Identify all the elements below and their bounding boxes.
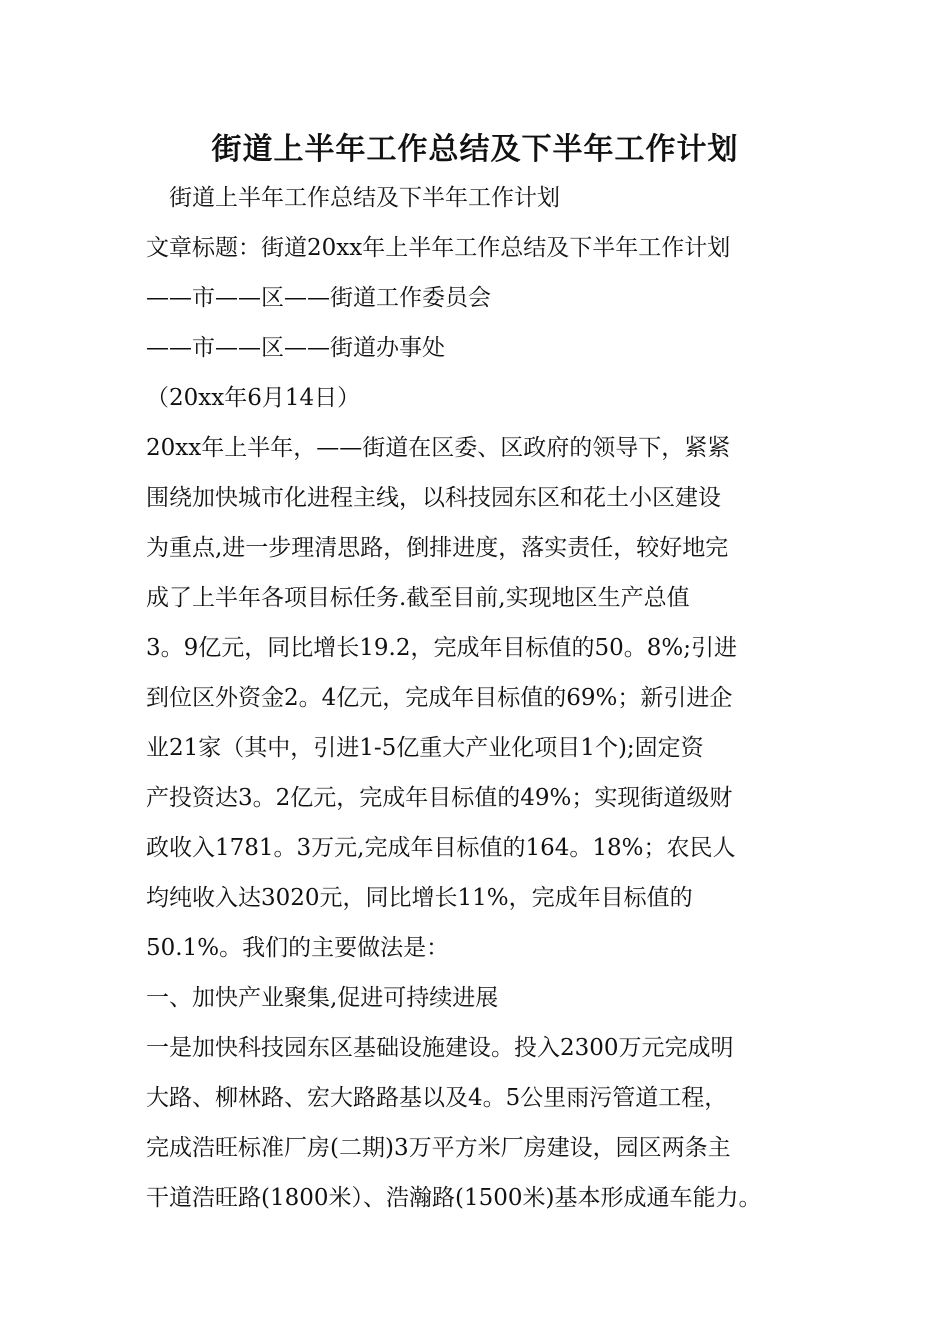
body-line: 到位区外资金2。4亿元，完成年目标值的69%；新引进企	[146, 685, 733, 711]
subtitle-line: 街道上半年工作总结及下半年工作计划	[146, 185, 560, 211]
body-line: 为重点,进一步理清思路，倒排进度，落实责任，较好地完	[146, 535, 729, 561]
body-line: 干道浩旺路(1800米）、浩瀚路(1500米)基本形成通车能力。	[146, 1185, 762, 1211]
section-heading: 一、加快产业聚集,促进可持续进展	[146, 985, 499, 1011]
body-line: 50.1%。我们的主要做法是：	[146, 935, 450, 961]
body-line: 一是加快科技园东区基础设施建设。投入2300万元完成明	[146, 1035, 734, 1061]
office-line: ——市——区——街道办事处	[146, 335, 445, 361]
body-line: 成了上半年各项目标任务.截至目前,实现地区生产总值	[146, 585, 690, 611]
body-line: 20xx年上半年，——街道在区委、区政府的领导下，紧紧	[146, 435, 731, 461]
body-line: 均纯收入达3020元，同比增长11%，完成年目标值的	[146, 885, 693, 911]
body-line: 业21家（其中，引进1-5亿重大产业化项目1个);固定资	[146, 735, 704, 761]
body-line: 围绕加快城市化进程主线，以科技园东区和花土小区建设	[146, 485, 721, 511]
body-line: 大路、柳林路、宏大路路基以及4。5公里雨污管道工程，	[146, 1085, 728, 1111]
date-line: （20xx年6月14日）	[146, 385, 361, 411]
body-line: 产投资达3。2亿元，完成年目标值的49%；实现街道级财	[146, 785, 733, 811]
body-line: 政收入1781。3万元,完成年目标值的164。18%；农民人	[146, 835, 736, 861]
body-line: 3。9亿元，同比增长19.2，完成年目标值的50。8%;引进	[146, 635, 737, 661]
document-title: 街道上半年工作总结及下半年工作计划	[211, 132, 739, 167]
article-heading-line: 文章标题：街道20xx年上半年工作总结及下半年工作计划	[146, 235, 731, 261]
body-line: 完成浩旺标准厂房(二期)3万平方米厂房建设，园区两条主	[146, 1135, 731, 1161]
committee-line: ——市——区——街道工作委员会	[146, 285, 491, 311]
